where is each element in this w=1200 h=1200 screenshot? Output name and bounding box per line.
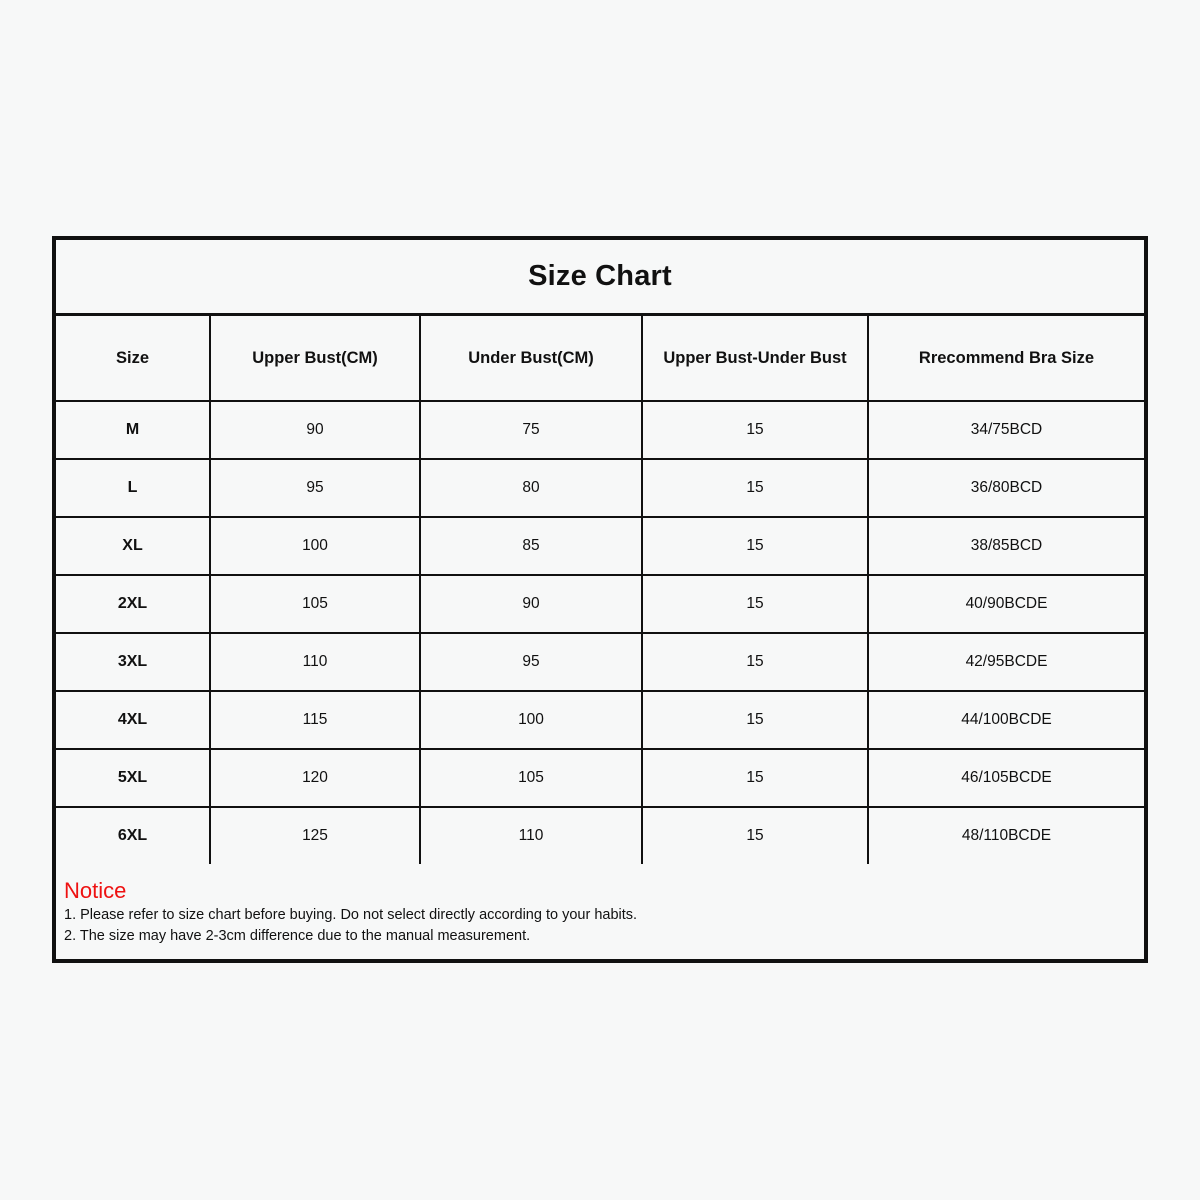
cell-under-bust: 110 — [420, 807, 642, 864]
cell-bra-size: 46/105BCDE — [868, 749, 1144, 807]
cell-upper-bust: 125 — [210, 807, 420, 864]
size-chart-table — [56, 316, 1144, 864]
cell-bra-size: 42/95BCDE — [868, 633, 1144, 691]
table-row — [56, 749, 1144, 807]
cell-under-bust: 100 — [420, 691, 642, 749]
cell-bra-size: 38/85BCD — [868, 517, 1144, 575]
cell-bust-diff: 15 — [642, 807, 868, 864]
size-chart-card — [52, 236, 1148, 963]
table-row — [56, 807, 1144, 864]
cell-bra-size: 48/110BCDE — [868, 807, 1144, 864]
cell-under-bust: 75 — [420, 401, 642, 459]
column-header-bra-size: Rrecommend Bra Size — [868, 316, 1144, 401]
cell-size: L — [56, 459, 210, 517]
cell-bust-diff: 15 — [642, 633, 868, 691]
cell-size: 4XL — [56, 691, 210, 749]
cell-under-bust: 80 — [420, 459, 642, 517]
cell-size: 6XL — [56, 807, 210, 864]
cell-under-bust: 95 — [420, 633, 642, 691]
column-header-under-bust: Under Bust(CM) — [420, 316, 642, 401]
table-body — [56, 401, 1144, 864]
table-row — [56, 459, 1144, 517]
notice-line-1: 1. Please refer to size chart before buying. Do not select directly according to your habits. — [64, 907, 638, 924]
cell-bust-diff: 15 — [642, 749, 868, 807]
cell-upper-bust: 90 — [210, 401, 420, 459]
table-row — [56, 517, 1144, 575]
cell-size: 5XL — [56, 749, 210, 807]
cell-bust-diff: 15 — [642, 691, 868, 749]
table-header-row — [56, 316, 1144, 401]
cell-size: 2XL — [56, 575, 210, 633]
cell-upper-bust: 100 — [210, 517, 420, 575]
table-header — [56, 316, 1144, 401]
table-row — [56, 401, 1144, 459]
cell-under-bust: 90 — [420, 575, 642, 633]
cell-size: XL — [56, 517, 210, 575]
cell-size: M — [56, 401, 210, 459]
column-header-size: Size — [56, 316, 210, 401]
cell-bust-diff: 15 — [642, 459, 868, 517]
notice-heading: Notice — [64, 878, 127, 903]
cell-bust-diff: 15 — [642, 401, 868, 459]
cell-size: 3XL — [56, 633, 210, 691]
page-title: Size Chart — [528, 260, 672, 292]
cell-bra-size: 36/80BCD — [868, 459, 1144, 517]
cell-under-bust: 85 — [420, 517, 642, 575]
cell-upper-bust: 120 — [210, 749, 420, 807]
table-row — [56, 575, 1144, 633]
cell-upper-bust: 110 — [210, 633, 420, 691]
cell-bra-size: 40/90BCDE — [868, 575, 1144, 633]
cell-under-bust: 105 — [420, 749, 642, 807]
cell-bust-diff: 15 — [642, 517, 868, 575]
cell-upper-bust: 115 — [210, 691, 420, 749]
column-header-upper-bust: Upper Bust(CM) — [210, 316, 420, 401]
cell-upper-bust: 95 — [210, 459, 420, 517]
cell-bust-diff: 15 — [642, 575, 868, 633]
notice-section — [56, 864, 1144, 947]
column-header-bust-diff: Upper Bust-Under Bust — [642, 316, 868, 401]
table-row — [56, 691, 1144, 749]
notice-line-2: 2. The size may have 2-3cm difference due to the manual measurement. — [64, 928, 531, 945]
cell-bra-size: 34/75BCD — [868, 401, 1144, 459]
cell-upper-bust: 105 — [210, 575, 420, 633]
table-row — [56, 633, 1144, 691]
chart-title-band — [56, 240, 1144, 316]
cell-bra-size: 44/100BCDE — [868, 691, 1144, 749]
